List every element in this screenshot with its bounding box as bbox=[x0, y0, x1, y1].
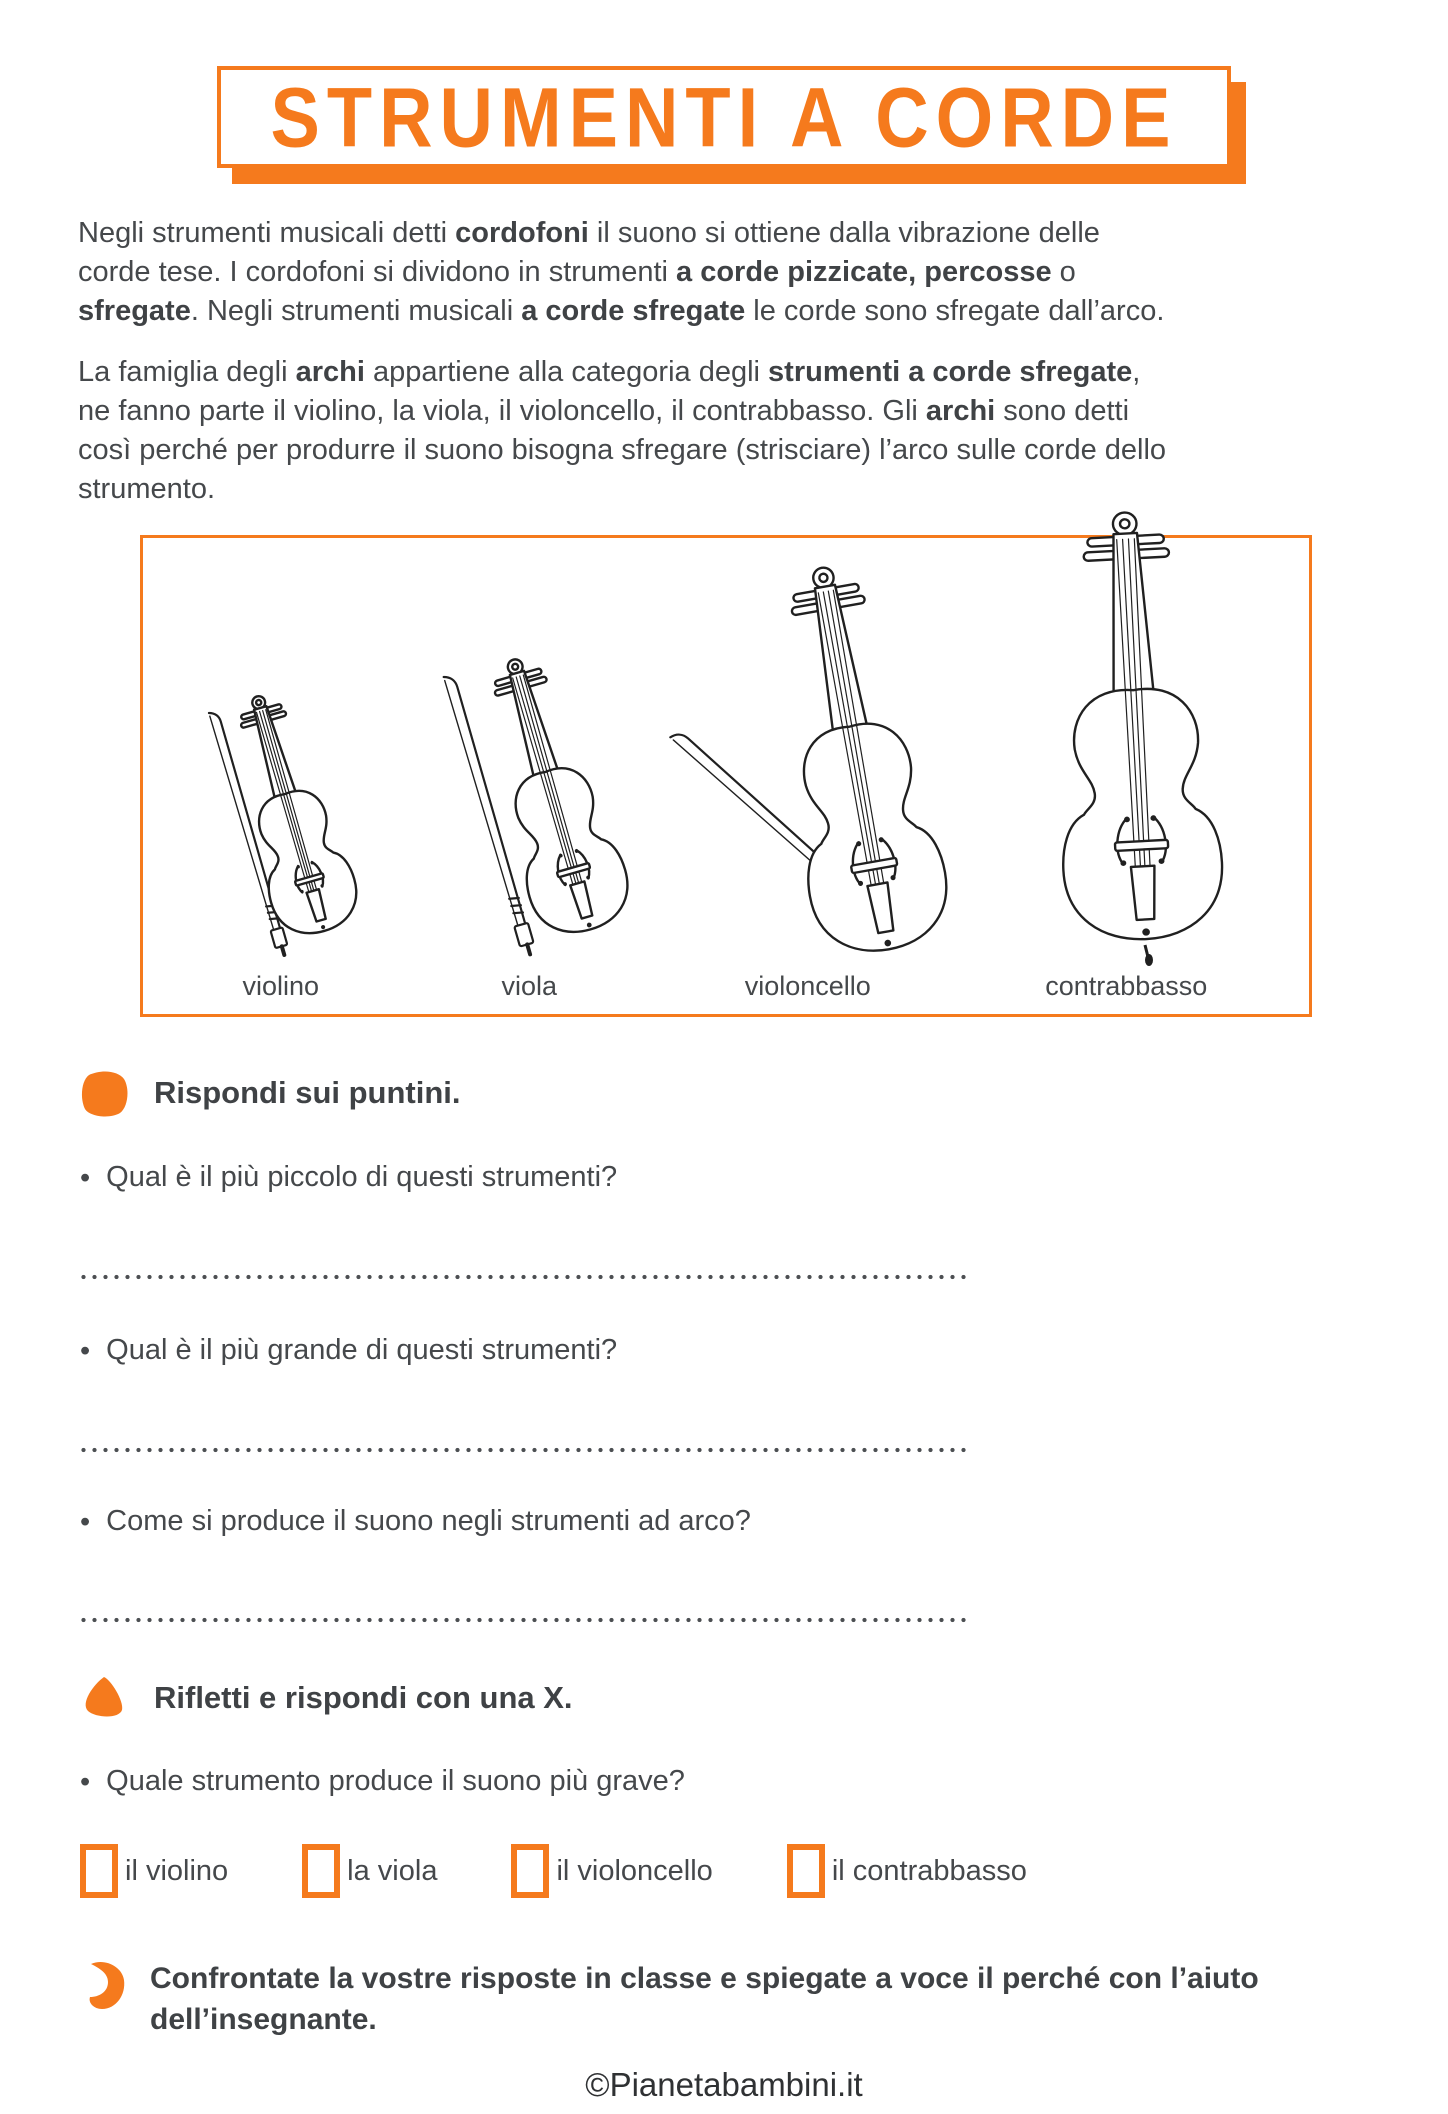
copyright-text: ©Pianetabambini.it bbox=[585, 2066, 863, 2104]
checkbox-viola[interactable] bbox=[302, 1844, 340, 1898]
page-title: STRUMENTI A CORDE bbox=[270, 69, 1178, 165]
answer-section-title: Rispondi sui puntini. bbox=[154, 1075, 461, 1110]
paragraph-line: ne fanno parte il violino, la viola, il violoncello, il contrabbasso. Gli archi sono detti bbox=[78, 395, 1130, 427]
answer-section bbox=[0, 1067, 1448, 1625]
intro-paragraph-1 bbox=[78, 214, 1388, 331]
note-line: Confrontate la vostre risposte in classe e spiegate a voce il perché con l’aiuto bbox=[150, 1962, 1259, 1996]
note-section bbox=[78, 1958, 1388, 2040]
instrument-label: violoncello bbox=[744, 971, 871, 1001]
blob-triangle-icon bbox=[78, 1673, 130, 1723]
question-text: Qual è il più grande di questi strumenti? bbox=[106, 1333, 618, 1366]
footer bbox=[0, 2066, 1448, 2104]
bullet-icon: • bbox=[80, 1766, 91, 1799]
paragraph-line: corde tese. I cordofoni si dividono in strumenti a corde pizzicate, percosse o bbox=[78, 256, 1076, 288]
choice-section-heading bbox=[78, 1673, 1448, 1723]
intro-text bbox=[78, 214, 1388, 509]
question-text: Come si produce il suono negli strumenti ad arco? bbox=[106, 1504, 751, 1537]
options-row bbox=[80, 1844, 1448, 1898]
bullet-icon: • bbox=[80, 1162, 91, 1194]
bullet-icon: • bbox=[80, 1334, 91, 1367]
question-text: Qual è il più piccolo di questi strumenti? bbox=[106, 1161, 618, 1193]
instruments-figure bbox=[140, 535, 1312, 1017]
worksheet-page bbox=[0, 66, 1448, 2114]
paragraph-line: Negli strumenti musicali detti cordofoni il suono si ottiene dalla vibrazione delle bbox=[78, 217, 1100, 249]
answer-line[interactable] bbox=[78, 1615, 966, 1625]
question-row bbox=[80, 1765, 1448, 1800]
note-text bbox=[150, 1958, 1259, 2040]
violin-drawing bbox=[161, 683, 401, 969]
instrument-violin bbox=[161, 683, 401, 1002]
instrument-label: contrabbasso bbox=[1045, 971, 1208, 1001]
choice-section-title: Rifletti e rispondi con una X. bbox=[154, 1680, 573, 1716]
cello-drawing bbox=[658, 569, 958, 969]
question-row bbox=[80, 1334, 1448, 1369]
answer-line[interactable] bbox=[78, 1272, 966, 1282]
paragraph-line: La famiglia degli archi appartiene alla categoria degli strumenti a corde sfregate, bbox=[78, 356, 1141, 388]
answer-line[interactable] bbox=[78, 1445, 966, 1455]
option-label: la viola bbox=[347, 1854, 438, 1887]
instrument-label: viola bbox=[501, 971, 558, 1001]
option-label: il violoncello bbox=[556, 1854, 713, 1887]
instrument-label: violino bbox=[242, 971, 320, 1001]
double-bass-drawing bbox=[961, 509, 1291, 969]
header bbox=[0, 66, 1448, 168]
checkbox-cello[interactable] bbox=[511, 1844, 549, 1898]
title-banner bbox=[217, 66, 1231, 168]
answer-section-heading bbox=[78, 1067, 1448, 1119]
question-row bbox=[80, 1505, 1448, 1540]
instrument-viola bbox=[404, 647, 654, 1002]
bullet-icon: • bbox=[80, 1505, 91, 1538]
option-cello bbox=[511, 1844, 712, 1898]
paragraph-line: sfregate. Negli strumenti musicali a corde sfregate le corde sono sfregate dall’arco. bbox=[78, 295, 1165, 327]
note-line: dell’insegnante. bbox=[150, 2003, 377, 2037]
checkbox-double-bass[interactable] bbox=[787, 1844, 825, 1898]
paragraph-line: strumento. bbox=[78, 473, 215, 505]
choice-section bbox=[0, 1673, 1448, 1898]
instrument-cello bbox=[658, 569, 958, 1002]
option-viola bbox=[302, 1844, 437, 1898]
option-label: il violino bbox=[125, 1854, 229, 1887]
intro-paragraph-2 bbox=[78, 353, 1388, 509]
blob-square-icon bbox=[78, 1067, 130, 1119]
instrument-double-bass bbox=[961, 509, 1291, 1002]
blob-comma-icon bbox=[78, 1958, 128, 2014]
question-row bbox=[80, 1161, 1448, 1196]
question-text: Quale strumento produce il suono più grave? bbox=[106, 1765, 685, 1798]
checkbox-violin[interactable] bbox=[80, 1844, 118, 1898]
option-violin bbox=[80, 1844, 228, 1898]
option-label: il contrabbasso bbox=[831, 1854, 1027, 1887]
paragraph-line: così perché per produrre il suono bisogna sfregare (strisciare) l’arco sulle corde dello bbox=[78, 434, 1167, 466]
viola-drawing bbox=[404, 647, 654, 969]
option-double-bass bbox=[787, 1844, 1027, 1898]
